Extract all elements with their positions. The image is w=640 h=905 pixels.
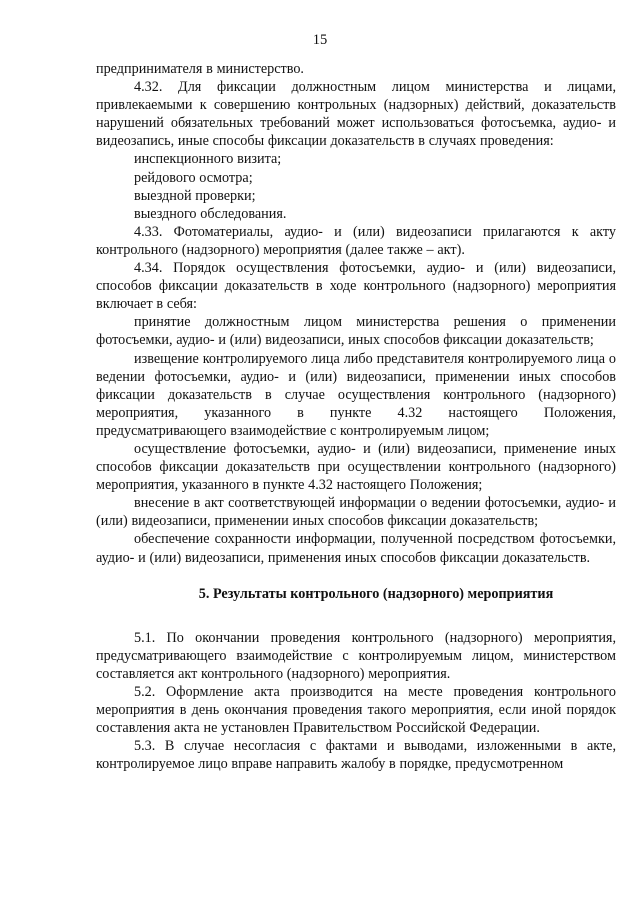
list-item-field-check: выездной проверки; — [134, 187, 256, 204]
list-item-recording: осуществление фотосъемки, аудио- и (или) видеозаписи, применение иных способов фиксации доказательств при осуществлении контрольного (надзорного) мероприятия, указанного в пункте 4.32 настоящего Положения; — [96, 440, 616, 494]
list-item-raid-inspection: рейдового осмотра; — [134, 169, 253, 186]
paragraph-4-32: 4.32. Для фиксации должностным лицом министерства и лицами, привлекаемыми к совершению контрольных (надзорных) действий, доказательств нарушений обязательных требований может использоваться фотосъемка, аудио- и видеозапись, иные способы фиксации доказательств в случаях проведения: — [96, 79, 616, 150]
paragraph-4-34: 4.34. Порядок осуществления фотосъемки, аудио- и (или) видеозаписи, способов фиксации доказательств в ходе контрольного (надзорного) мероприятия включает в себя: — [96, 260, 616, 313]
list-item-inspection-visit: инспекционного визита; — [134, 151, 282, 168]
document-body — [96, 60, 616, 773]
section-heading: 5. Результаты контрольного (надзорного) мероприятия — [198, 585, 554, 602]
paragraph-5-1: 5.1. По окончании проведения контрольного (надзорного) мероприятия, предусматривающего взаимодействие с контролируемым лицом, министерством составляется акт контрольного (надзорного) мероприятия. — [96, 629, 616, 682]
page-number: 15 — [312, 32, 328, 48]
paragraph-5-3: 5.3. В случае несогласия с фактами и выводами, изложенными в акте, контролируемое лицо вправе направить жалобу в порядке, предусмотренном — [96, 738, 616, 773]
paragraph-continuation: предпринимателя в министерство. — [96, 61, 304, 77]
list-item-storage: обеспечение сохранности информации, полученной посредством фотосъемки, аудио- и (или) видеозаписи, применения иных способов фиксации доказательств. — [96, 531, 616, 566]
list-item-decision: принятие должностным лицом министерства решения о применении фотосъемки, аудио- и (или) видеозаписи, иных способов фиксации доказательств; — [96, 314, 616, 349]
list-item-notification: извещение контролируемого лица либо представителя контролируемого лица о ведении фотосъемки, аудио- и (или) видеозаписи, применении иных способов фиксации доказательств в случае осуществления контрольного (надзорного) мероприятия, указанного в пункте 4.32 настоящего Положения, предусматривающего взаимодействие с контролируемым лицом; — [96, 350, 616, 439]
paragraph-5-2: 5.2. Оформление акта производится на месте проведения контрольного мероприятия в день окончания проведения такого мероприятия, если иной порядок составления акта не установлен Правительством Российской Федерации. — [96, 683, 616, 737]
list-item-act-entry: внесение в акт соответствующей информации о ведении фотосъемки, аудио- и (или) видеозаписи, применении иных способов фиксации доказательств; — [96, 495, 616, 530]
paragraph-4-33: 4.33. Фотоматериалы, аудио- и (или) видеозаписи прилагаются к акту контрольного (надзорного) мероприятия (далее также – акт). — [96, 223, 616, 258]
list-item-field-survey: выездного обследования. — [134, 205, 287, 222]
